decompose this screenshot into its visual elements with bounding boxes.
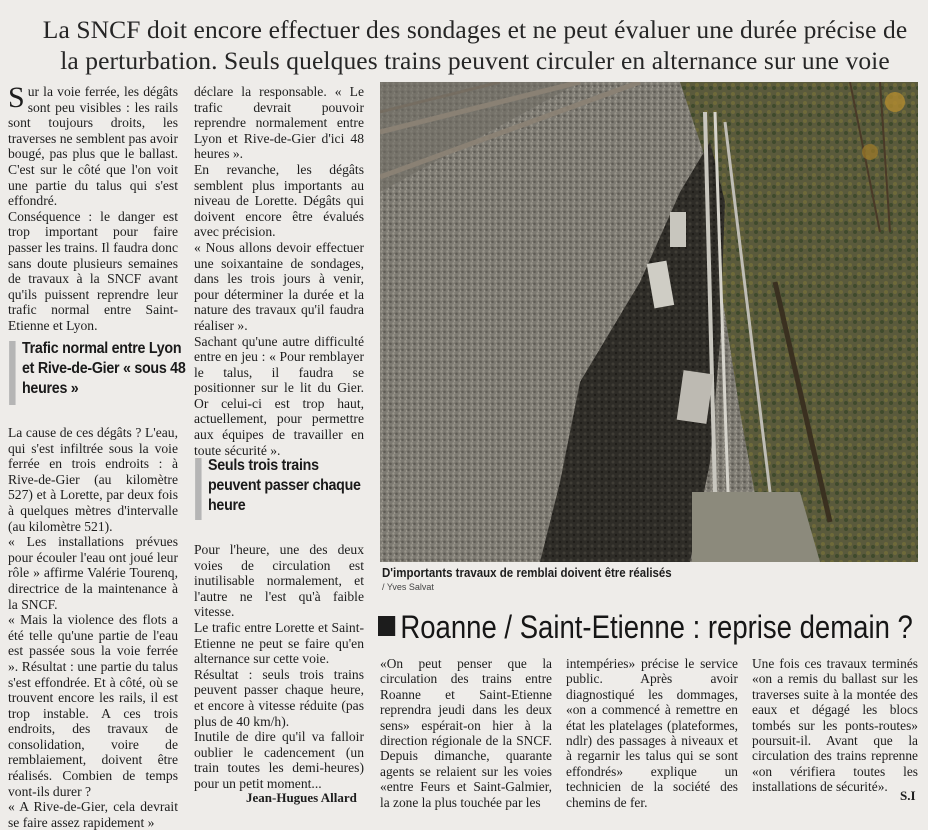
secondary-article-title <box>378 608 913 646</box>
paragraph: La cause de ces dégâts ? L'eau, qui s'est infiltrée sous la voie ferrée en trois endroits : à Rive-de-Gier (au kilomètre 527) et à Lorette, par deux fois à quelques mètres d'intervalle (au kilomètre 521). <box>8 425 178 534</box>
secondary-column-3: Une fois ces travaux terminés «on a remis du ballast sur les traverses suite à la montée des eaux et dégagé les blocs tombés sur les ponts-routes» poursuit-il. Avant que la circulation des trains reprenne «on vérifiera toutes les installations de sécurité». <box>752 656 918 795</box>
secondary-column-2: intempéries» précise le service public. Après avoir diagnostiqué les dommages, «on a commencé à remettre en état les platelages (plateformes, ndlr) des passages à niveaux et à regarnir les talus qui se sont effondrés» explique un technicien de la société des chemins de fer. <box>566 656 738 810</box>
paragraph: « Nous allons devoir effectuer une soixantaine de sondages, dans les trois jours à venir, pour déterminer la durée et la nature des travaux qu'il faudra réaliser ». <box>194 239 364 333</box>
column-1-bottom <box>8 425 178 830</box>
paragraph: « A Rive-de-Gier, cela devrait se faire assez rapidement » <box>8 799 178 830</box>
paragraph: Conséquence : le danger est trop important pour faire passer les trains. Il faudra donc sans doute plusieurs semaines de travaux à la SNCF avant qu'ils puissent reprendre leur trafic normal entre Saint-Etienne et Lyon. <box>8 208 178 333</box>
subheading-trois-trains: Seuls trois trains peuvent passer chaque heure <box>208 456 374 516</box>
drop-cap: S <box>8 81 25 114</box>
paragraph: déclare la responsable. « Le trafic devrait pouvoir reprendre normalement entre Lyon et Rive-de-Gier d'ici 48 heures ». <box>194 84 364 162</box>
photo-caption: D'importants travaux de remblai doivent être réalisés <box>382 566 672 580</box>
photo-credit: / Yves Salvat <box>382 582 434 592</box>
column-1-top <box>8 81 178 334</box>
author-signature: Jean-Hugues Allard <box>246 790 357 805</box>
paragraph: « Les installations prévues pour écouler l'eau ont joué leur rôle » affirme Valérie Tourenq, directrice de la maintenance à la SNCF. <box>8 534 178 612</box>
square-bullet-icon <box>378 616 395 636</box>
railway-photo-illustration <box>380 82 918 562</box>
paragraph: ur la voie ferrée, les dégâts sont peu visibles : les rails sont toujours droits, les traverses ne semblent pas avoir bougé, pas plus que le ballast. C'est sur le côté que l'on voit une partie du talus qui s'est effondré. <box>8 84 178 209</box>
paragraph: Inutile de dire qu'il va falloir oublier le cadencement (un train toutes les demi-heures) pour un petit moment... <box>194 729 364 791</box>
photo-railway-embankment <box>380 82 918 562</box>
column-2-top <box>194 84 364 458</box>
secondary-column-1: «On peut penser que la circulation des trains entre Roanne et Saint-Etienne reprendra jeudi dans les deux sens» espérait-on hier à la direction régionale de la SNCF. Depuis dimanche, quarante agents se relaient sur les voies «entre Feurs et Saint-Galmier, la zone la plus touchée par les <box>380 656 552 810</box>
paragraph: « Mais la violence des flots a été telle qu'une partie de l'eau est passée sous la voie ferrée ». Résultat : une partie du talus s'est effondrée. Et à côté, où se trouvent encore les rails, il est trop instable. A ces trois endroits, des travaux de consolidation, voire de remblaiement, doivent être réalisés. Combien de temps vont-ils durer ? <box>8 612 178 799</box>
subheading-trafic-normal: Trafic normal entre Lyon et Rive-de-Gier « sous 48 heures » <box>22 339 188 399</box>
secondary-signature: S.I <box>900 788 916 803</box>
paragraph: Le trafic entre Lorette et Saint-Etienne ne peut se faire qu'en alternance sur cette voie. <box>194 619 364 667</box>
column-2-bottom <box>194 542 364 792</box>
paragraph: En revanche, les dégâts semblent plus importants au niveau de Lorette. Dégâts qui doivent encore être évalués avec précision. <box>194 161 364 240</box>
paragraph: Résultat : seuls trois trains peuvent passer chaque heure, et encore à vitesse réduite (pas plus de 40 km/h). <box>194 666 364 729</box>
paragraph: Pour l'heure, une des deux voies de circulation est inutilisable normalement, et l'autre ne l'est qu'à faible vitesse. <box>194 542 364 620</box>
paragraph: Sachant qu'une autre difficulté entre en jeu : « Pour remblayer le talus, il faudra se positionner sur le lit du Gier. Or celui-ci est trop haut, actuellement, pour permettre aux équipes de travailler en toute sécurité ». <box>194 333 364 458</box>
secondary-title-text: Roanne / Saint-Etienne : reprise demain ? <box>400 609 913 645</box>
headline: La SNCF doit encore effectuer des sondages et ne peut évaluer une durée précise de la perturbation. Seuls quelques trains peuvent circuler en alternance sur une voie <box>42 15 908 75</box>
